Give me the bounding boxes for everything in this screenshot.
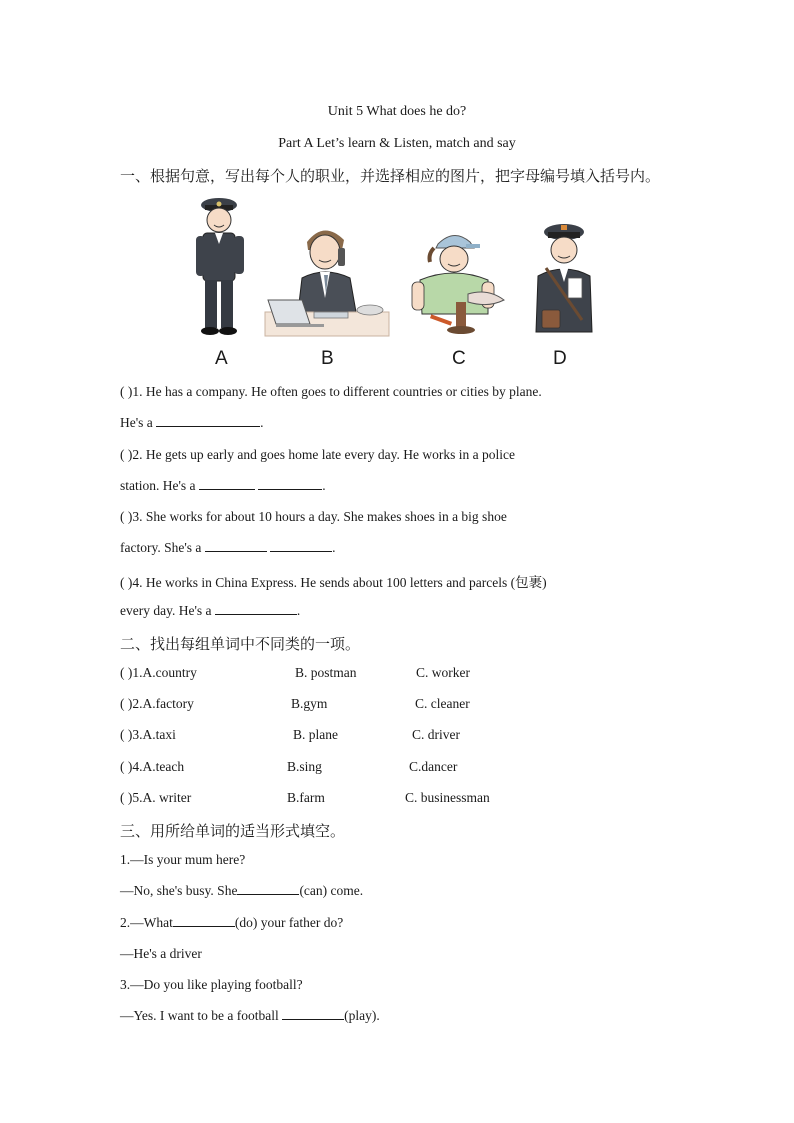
- fill-line-4: —He's a driver: [120, 946, 202, 961]
- question-1-line-1: ( )1. He has a company. He often goes to different countries or cities by plane.: [120, 384, 542, 399]
- option-b: B.gym: [291, 696, 328, 711]
- answer-blank[interactable]: [173, 915, 235, 927]
- question-3-line-1: ( )3. She works for about 10 hours a day. She makes shoes in a big shoe: [120, 509, 507, 524]
- option-b: B.sing: [287, 759, 322, 774]
- fill-line-1: 1.—Is your mum here?: [120, 852, 246, 867]
- fill-line-6: —Yes. I want to be a football (play).: [120, 1008, 380, 1023]
- option-b: B. postman: [295, 665, 357, 680]
- question-2-line-2: station. He's a .: [120, 478, 326, 493]
- answer-blank[interactable]: [270, 540, 332, 552]
- option-c: C.dancer: [409, 759, 458, 774]
- answer-blank[interactable]: [199, 478, 255, 490]
- odd-one-out-row-4: ( )4.A.teach: [120, 759, 185, 774]
- answer-blank[interactable]: [205, 540, 267, 552]
- option-b: B. plane: [293, 727, 338, 742]
- fill-line-5: 3.—Do you like playing football?: [120, 977, 303, 992]
- answer-blank[interactable]: [258, 478, 322, 490]
- page-subtitle: Part A Let’s learn & Listen, match and say: [278, 136, 516, 151]
- option-c: C. businessman: [405, 790, 490, 805]
- question-2-line-1: ( )2. He gets up early and goes home late every day. He works in a police: [120, 447, 515, 462]
- option-b: B.farm: [287, 790, 325, 805]
- police-officer-icon: [190, 192, 250, 338]
- odd-one-out-row-5: ( )5.A. writer: [120, 790, 192, 805]
- answer-blank[interactable]: [237, 883, 299, 895]
- section1-heading: 一、根据句意，写出每个人的职业，并选择相应的图片，把字母编号填入括号内。: [120, 167, 661, 185]
- answer-blank[interactable]: [156, 415, 260, 427]
- picture-label-a: A: [215, 348, 228, 369]
- option-c: C. cleaner: [415, 696, 470, 711]
- option-c: C. worker: [416, 665, 470, 680]
- postman-icon: [532, 220, 596, 336]
- option-c: C. driver: [412, 727, 460, 742]
- odd-one-out-row-3: ( )3.A.taxi: [120, 727, 176, 742]
- businessman-icon: [262, 220, 392, 338]
- odd-one-out-row-2: ( )2.A.factory: [120, 696, 194, 711]
- odd-one-out-row-1: ( )1.A.country: [120, 665, 197, 680]
- picture-label-d: D: [553, 348, 567, 369]
- question-3-line-2: factory. She's a .: [120, 540, 336, 555]
- question-4-line-2: every day. He's a .: [120, 603, 301, 618]
- page-title: Unit 5 What does he do?: [327, 104, 467, 119]
- question-4-line-1: ( )4. He works in China Express. He sends about 100 letters and parcels (包裹): [120, 575, 547, 590]
- question-1-line-2: He's a .: [120, 415, 264, 430]
- answer-blank[interactable]: [282, 1008, 344, 1020]
- section3-heading: 三、用所给单词的适当形式填空。: [120, 822, 346, 840]
- section2-heading: 二、找出每组单词中不同类的一项。: [120, 635, 361, 653]
- fill-line-2: —No, she's busy. She (can) come.: [120, 883, 364, 898]
- fill-line-3: 2.—What (do) your father do?: [120, 915, 344, 930]
- picture-label-b: B: [321, 348, 334, 369]
- picture-label-c: C: [452, 348, 466, 369]
- answer-blank[interactable]: [215, 603, 297, 615]
- shoemaker-worker-icon: [408, 228, 508, 338]
